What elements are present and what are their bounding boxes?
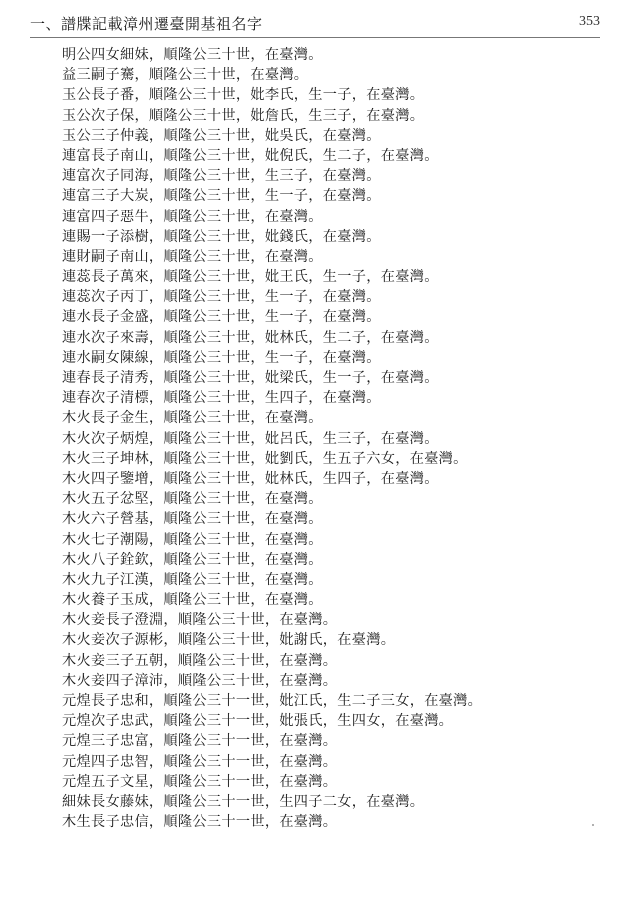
genealogy-entry: 木火妾四子漳沛，順隆公三十世，在臺灣。 [62, 672, 338, 689]
genealogy-entry: 木火八子銓欽，順隆公三十世，在臺灣。 [62, 551, 323, 568]
genealogy-entry: 元煌四子忠智，順隆公三十一世，在臺灣。 [62, 753, 338, 770]
genealogy-entry: 連春長子清秀，順隆公三十世，妣梁氏，生一子，在臺灣。 [62, 370, 439, 386]
genealogy-entry: 木火三子坤林，順隆公三十世，妣劉氏，生五子六女，在臺灣。 [62, 450, 468, 467]
genealogy-entry: 連蕊次子丙丁，順隆公三十世，生一子，在臺灣。 [62, 289, 381, 306]
genealogy-entry: 木火養子玉成，順隆公三十世，在臺灣。 [62, 592, 323, 609]
genealogy-entry: 木火七子潮陽，順隆公三十世，在臺灣。 [62, 531, 323, 548]
genealogy-entry: 元煌五子文星，順隆公三十一世，在臺灣。 [62, 773, 338, 790]
genealogy-entry: 連富四子惡牛，順隆公三十世，在臺灣。 [62, 208, 323, 225]
genealogy-entry: 連水嗣女陳線，順隆公三十世，生一子，在臺灣。 [62, 349, 381, 366]
genealogy-entry: 木火妾三子五朝，順隆公三十世，在臺灣。 [62, 652, 338, 669]
genealogy-entry: 連富次子同海，順隆公三十世，生三子，在臺灣。 [62, 168, 381, 185]
genealogy-entry: 連富長子南山，順隆公三十世，妣倪氏，生二子，在臺灣。 [62, 147, 439, 164]
genealogy-entry: 元煌長子忠和，順隆公三十一世，妣江氏，生二子三女，在臺灣。 [62, 693, 483, 709]
genealogy-entry: 連蕊長子萬來，順隆公三十世，妣王氏，生一子，在臺灣。 [62, 269, 439, 286]
genealogy-entry: 木火長子金生，順隆公三十世，在臺灣。 [62, 410, 323, 427]
genealogy-entry: 連富三子大炭，順隆公三十世，生一子，在臺灣。 [62, 188, 381, 205]
genealogy-entry: 木火妾長子澄淵，順隆公三十世，在臺灣。 [62, 612, 338, 629]
genealogy-entry: 益三嗣子騫，順隆公三十世，在臺灣。 [62, 67, 309, 84]
genealogy-entry: 連水次子來壽，順隆公三十世，妣林氏，生二子，在臺灣。 [62, 329, 439, 346]
genealogy-entry: 木火六子營基，順隆公三十世，在臺灣。 [62, 511, 323, 528]
genealogy-entry: 木火五子忿堅，順隆公三十世，在臺灣。 [62, 491, 323, 508]
header-title: 一、譜牒記載漳州遷臺開基祖名字 [30, 15, 263, 33]
running-header [30, 13, 600, 35]
scan-speck [592, 824, 594, 826]
genealogy-entry: 連水長子金盛，順隆公三十世，生一子，在臺灣。 [62, 309, 381, 326]
genealogy-entry: 元煌三子忠富，順隆公三十一世，在臺灣。 [62, 733, 338, 750]
genealogy-entry: 細妹長女藤妹，順隆公三十一世，生四子二女，在臺灣。 [62, 793, 425, 810]
genealogy-entry: 木火次子炳煌，順隆公三十世，妣呂氏，生三子，在臺灣。 [62, 430, 439, 447]
page-number: 353 [579, 14, 600, 29]
genealogy-entry: 玉公次子保，順隆公三十世，妣詹氏，生三子，在臺灣。 [62, 107, 425, 124]
genealogy-entry: 木火九子江漢，順隆公三十世，在臺灣。 [62, 571, 323, 588]
genealogy-entry: 木火四子鑒增，順隆公三十世，妣林氏，生四子，在臺灣。 [62, 470, 439, 487]
genealogy-entry: 木火妾次子源彬，順隆公三十世，妣謝氏，在臺灣。 [62, 632, 396, 649]
genealogy-entry: 玉公三子仲義，順隆公三十世，妣吳氏，在臺灣。 [62, 127, 381, 144]
genealogy-entry: 連賜一子添樹，順隆公三十世，妣錢氏，在臺灣。 [62, 228, 381, 245]
genealogy-entry: 連財嗣子南山，順隆公三十世，在臺灣。 [62, 248, 323, 265]
genealogy-entry-list [62, 45, 602, 832]
genealogy-entry: 木生長子忠信，順隆公三十一世，在臺灣。 [62, 814, 338, 831]
header-divider [30, 37, 600, 38]
genealogy-entry: 元煌次子忠武，順隆公三十一世，妣張氏，生四女，在臺灣。 [62, 713, 454, 730]
genealogy-entry: 玉公長子番，順隆公三十世，妣李氏，生一子，在臺灣。 [62, 87, 425, 104]
genealogy-entry: 明公四女細妹，順隆公三十世，在臺灣。 [62, 47, 323, 63]
genealogy-entry: 連春次子清標，順隆公三十世，生四子，在臺灣。 [62, 390, 381, 407]
